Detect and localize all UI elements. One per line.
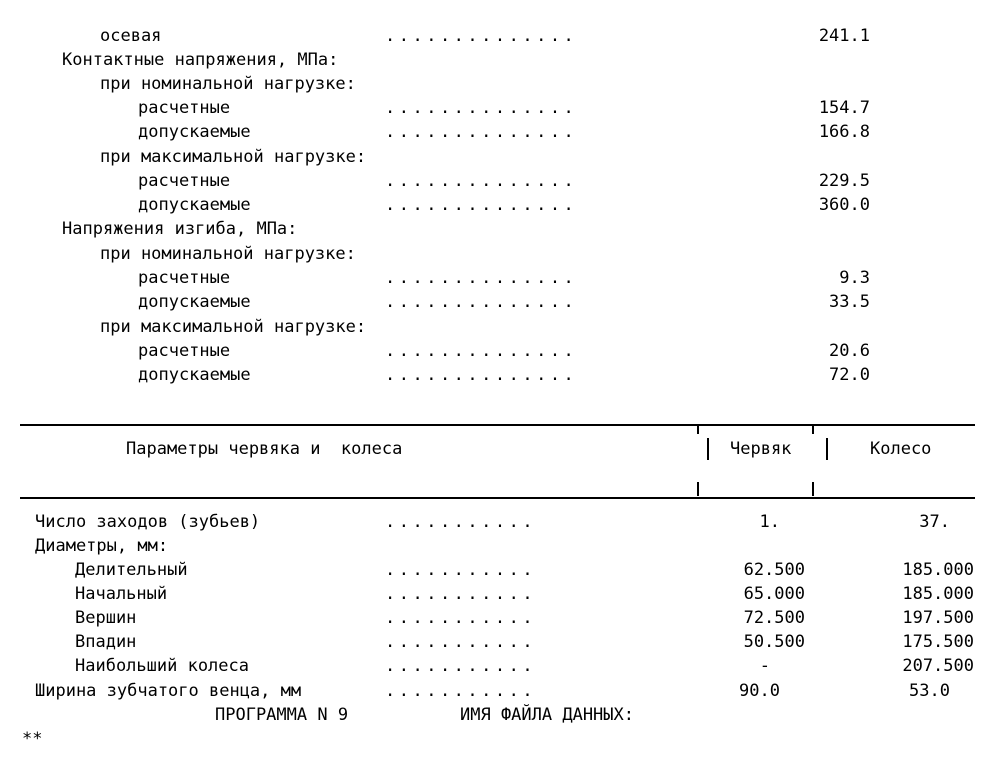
row-label: Ширина зубчатого венца, мм (35, 681, 302, 701)
leader-dots: ........... (385, 681, 537, 701)
leader-dots: .............. (385, 26, 578, 46)
bend-nom-allow-label: допускаемые (138, 292, 251, 312)
contact-nominal-heading: при номинальной нагрузке: (100, 74, 356, 94)
contact-max-calc-label: расчетные (138, 171, 231, 191)
leader-dots: .............. (385, 341, 578, 361)
leader-dots: .............. (385, 365, 578, 385)
row-label: Вершин (75, 608, 137, 628)
stars-marker: ** (22, 729, 43, 749)
contact-nom-allow-label: допускаемые (138, 122, 251, 142)
row-label: Впадин (75, 632, 137, 652)
wheel-value: 185.000 (902, 584, 974, 604)
worm-value: 62.500 (743, 560, 805, 580)
bend-nom-allow-value: 33.5 (829, 292, 870, 312)
wheel-value: 175.500 (902, 632, 974, 652)
wheel-value: 37. (919, 512, 950, 532)
column-divider (697, 482, 699, 496)
bend-max-allow-value: 72.0 (829, 365, 870, 385)
wheel-value: 185.000 (902, 560, 974, 580)
bend-max-allow-label: допускаемые (138, 365, 251, 385)
header-wheel: Колесо (870, 439, 932, 459)
contact-max-allow-value: 360.0 (818, 195, 870, 215)
column-divider (697, 426, 699, 434)
worm-value: 72.500 (743, 608, 805, 628)
axial-value: 241.1 (818, 26, 870, 46)
wheel-value: 197.500 (902, 608, 974, 628)
contact-nom-calc-label: расчетные (138, 98, 231, 118)
bend-nom-calc-value: 9.3 (839, 268, 870, 288)
leader-dots: .............. (385, 292, 578, 312)
diameters-title: Диаметры, мм: (35, 536, 169, 556)
leader-dots: ........... (385, 560, 537, 580)
leader-dots: .............. (385, 171, 578, 191)
leader-dots: ........... (385, 656, 537, 676)
contact-nom-calc-value: 154.7 (818, 98, 870, 118)
contact-nom-allow-value: 166.8 (818, 122, 870, 142)
column-divider (812, 482, 814, 496)
bend-nom-calc-label: расчетные (138, 268, 231, 288)
wheel-value: 207.500 (902, 656, 974, 676)
bend-max-heading: при максимальной нагрузке: (100, 317, 367, 337)
table-top-rule (20, 424, 975, 426)
column-divider (812, 426, 814, 434)
leader-dots: ........... (385, 608, 537, 628)
worm-value: 1. (759, 512, 780, 532)
bend-max-calc-value: 20.6 (829, 341, 870, 361)
column-divider (707, 438, 709, 460)
bend-nominal-heading: при номинальной нагрузке: (100, 244, 356, 264)
contact-stress-title: Контактные напряжения, МПа: (62, 50, 339, 70)
column-divider (826, 438, 828, 460)
leader-dots: .............. (385, 195, 578, 215)
header-parameters: Параметры червяка и колеса (126, 439, 403, 459)
leader-dots: .............. (385, 98, 578, 118)
row-label: Делительный (75, 560, 188, 580)
header-worm: Червяк (730, 439, 792, 459)
leader-dots: .............. (385, 268, 578, 288)
contact-max-heading: при максимальной нагрузке: (100, 147, 367, 167)
worm-value: 50.500 (743, 632, 805, 652)
leader-dots: ........... (385, 512, 537, 532)
worm-value: 90.0 (739, 681, 780, 701)
contact-max-allow-label: допускаемые (138, 195, 251, 215)
row-label: Наибольший колеса (75, 656, 249, 676)
contact-max-calc-value: 229.5 (818, 171, 870, 191)
program-number: ПРОГРАММА N 9 (215, 705, 349, 725)
wheel-value: 53.0 (909, 681, 950, 701)
leader-dots: ........... (385, 584, 537, 604)
bend-max-calc-label: расчетные (138, 341, 231, 361)
leader-dots: ........... (385, 632, 537, 652)
table-header-rule (20, 497, 975, 499)
worm-value: 65.000 (743, 584, 805, 604)
worm-value: - (759, 656, 770, 676)
axial-label: осевая (100, 26, 162, 46)
leader-dots: .............. (385, 122, 578, 142)
row-label: Число заходов (зубьев) (35, 512, 261, 532)
bending-stress-title: Напряжения изгиба, МПа: (62, 219, 298, 239)
data-file-label: ИМЯ ФАЙЛА ДАННЫХ: (460, 705, 634, 725)
row-label: Начальный (75, 584, 168, 604)
